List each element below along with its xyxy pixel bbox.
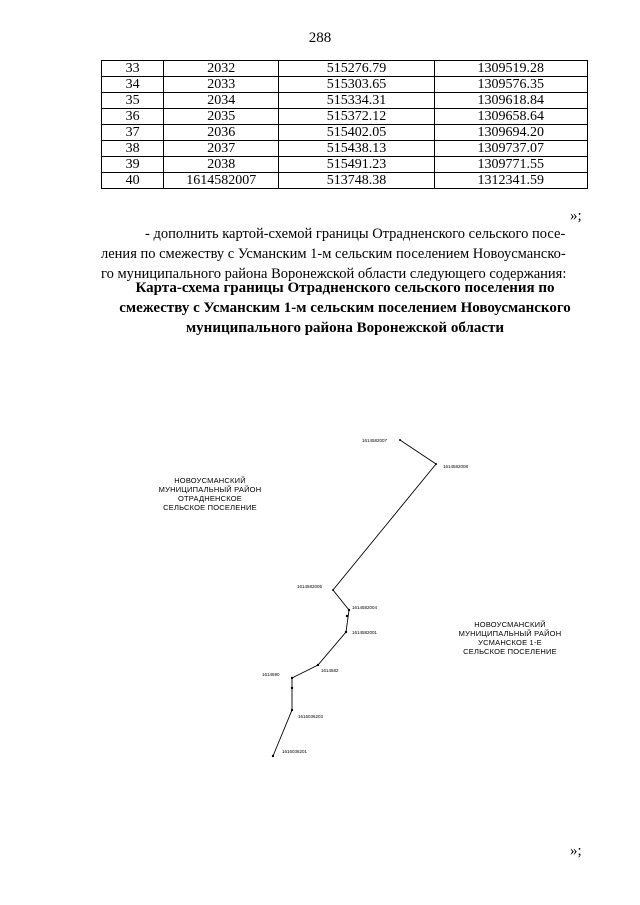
area-label-line: МУНИЦИПАЛЬНЫЙ РАЙОН <box>158 485 262 494</box>
coordinates-table <box>101 60 588 189</box>
point-id: 1614582007 <box>164 173 279 189</box>
area-label-line: УСМАНСКОЕ 1-Е <box>478 638 542 647</box>
boundary-line <box>273 440 436 756</box>
table-row <box>102 173 588 189</box>
boundary-map <box>140 420 580 800</box>
table-row <box>102 61 588 77</box>
coord-x: 515303.65 <box>279 77 434 93</box>
row-number: 37 <box>102 125 164 141</box>
boundary-vertex <box>346 615 348 617</box>
point-label: 1614582008 <box>443 464 469 469</box>
point-label: 1614582007 <box>362 438 388 443</box>
point-label: 1614582004 <box>352 605 378 610</box>
boundary-vertex <box>345 631 347 633</box>
point-label: 1614590 <box>262 672 280 677</box>
area-label-line: НОВОУСМАНСКИЙ <box>474 620 546 629</box>
amendment-line: го муниципального района Воронежской области следующего содержания: <box>101 266 567 282</box>
point-label: 1616036203 <box>298 714 324 719</box>
boundary-vertex <box>399 439 401 441</box>
map-title-line: смежеству с Усманским 1-м сельским поселением Новоусманского <box>119 300 571 316</box>
coord-y: 1309618.84 <box>434 93 587 109</box>
row-number: 40 <box>102 173 164 189</box>
row-number: 36 <box>102 109 164 125</box>
coord-y: 1309694.20 <box>434 125 587 141</box>
boundary-line-drawing <box>140 420 580 800</box>
area-label-line: СЕЛЬСКОЕ ПОСЕЛЕНИЕ <box>163 503 257 512</box>
table-row <box>102 125 588 141</box>
table-row <box>102 93 588 109</box>
row-number: 38 <box>102 141 164 157</box>
point-id: 2033 <box>164 77 279 93</box>
area-label-line: СЕЛЬСКОЕ ПОСЕЛЕНИЕ <box>463 647 557 656</box>
point-label: 1614582001 <box>352 630 378 635</box>
boundary-vertices <box>272 439 437 757</box>
table-row <box>102 77 588 93</box>
coord-y: 1309771.55 <box>434 157 587 173</box>
coord-x: 515276.79 <box>279 61 434 77</box>
table-row <box>102 109 588 125</box>
boundary-vertex <box>332 589 334 591</box>
boundary-vertex <box>291 677 293 679</box>
page-number: 288 <box>308 30 332 46</box>
coord-y: 1309519.28 <box>434 61 587 77</box>
point-label: 1614582 <box>321 668 339 673</box>
point-id: 2034 <box>164 93 279 109</box>
coord-x: 515402.05 <box>279 125 434 141</box>
row-number: 35 <box>102 93 164 109</box>
boundary-vertex <box>272 755 274 757</box>
point-label: 1614582005 <box>297 584 323 589</box>
coord-y: 1312341.59 <box>434 173 587 189</box>
point-id: 2036 <box>164 125 279 141</box>
row-number: 39 <box>102 157 164 173</box>
area-label-line: МУНИЦИПАЛЬНЫЙ РАЙОН <box>458 629 562 638</box>
point-id: 2037 <box>164 141 279 157</box>
area-label-line: НОВОУСМАНСКИЙ <box>174 476 246 485</box>
coord-y: 1309658.64 <box>434 109 587 125</box>
coord-x: 515438.13 <box>279 141 434 157</box>
coord-y: 1309737.07 <box>434 141 587 157</box>
area-label-line: ОТРАДНЕНСКОЕ <box>177 494 243 503</box>
point-id: 2035 <box>164 109 279 125</box>
table-row <box>102 157 588 173</box>
boundary-vertex <box>291 709 293 711</box>
coord-x: 515372.12 <box>279 109 434 125</box>
table-closing-quote: »; <box>570 208 582 224</box>
boundary-vertex <box>348 609 350 611</box>
coord-x: 515334.31 <box>279 93 434 109</box>
table-row <box>102 141 588 157</box>
boundary-vertex <box>291 687 293 689</box>
coord-x: 513748.38 <box>279 173 434 189</box>
boundary-vertex <box>317 664 319 666</box>
map-title-line: муниципального района Воронежской области <box>185 320 505 336</box>
amendment-paragraph <box>101 224 589 284</box>
point-id: 2032 <box>164 61 279 77</box>
coord-y: 1309576.35 <box>434 77 587 93</box>
map-closing-quote: »; <box>570 843 582 859</box>
amendment-line: - дополнить картой-схемой границы Отрадненского сельского посе- <box>145 226 566 242</box>
boundary-vertex <box>435 463 437 465</box>
amendment-line: ления по смежеству с Усманским 1-м сельским поселением Новоусманско- <box>101 246 566 262</box>
row-number: 33 <box>102 61 164 77</box>
point-id: 2038 <box>164 157 279 173</box>
map-title <box>101 278 589 338</box>
coord-x: 515491.23 <box>279 157 434 173</box>
row-number: 34 <box>102 77 164 93</box>
map-title-line: Карта-схема границы Отрадненского сельского поселения по <box>135 280 555 296</box>
point-label: 1616036201 <box>282 749 308 754</box>
